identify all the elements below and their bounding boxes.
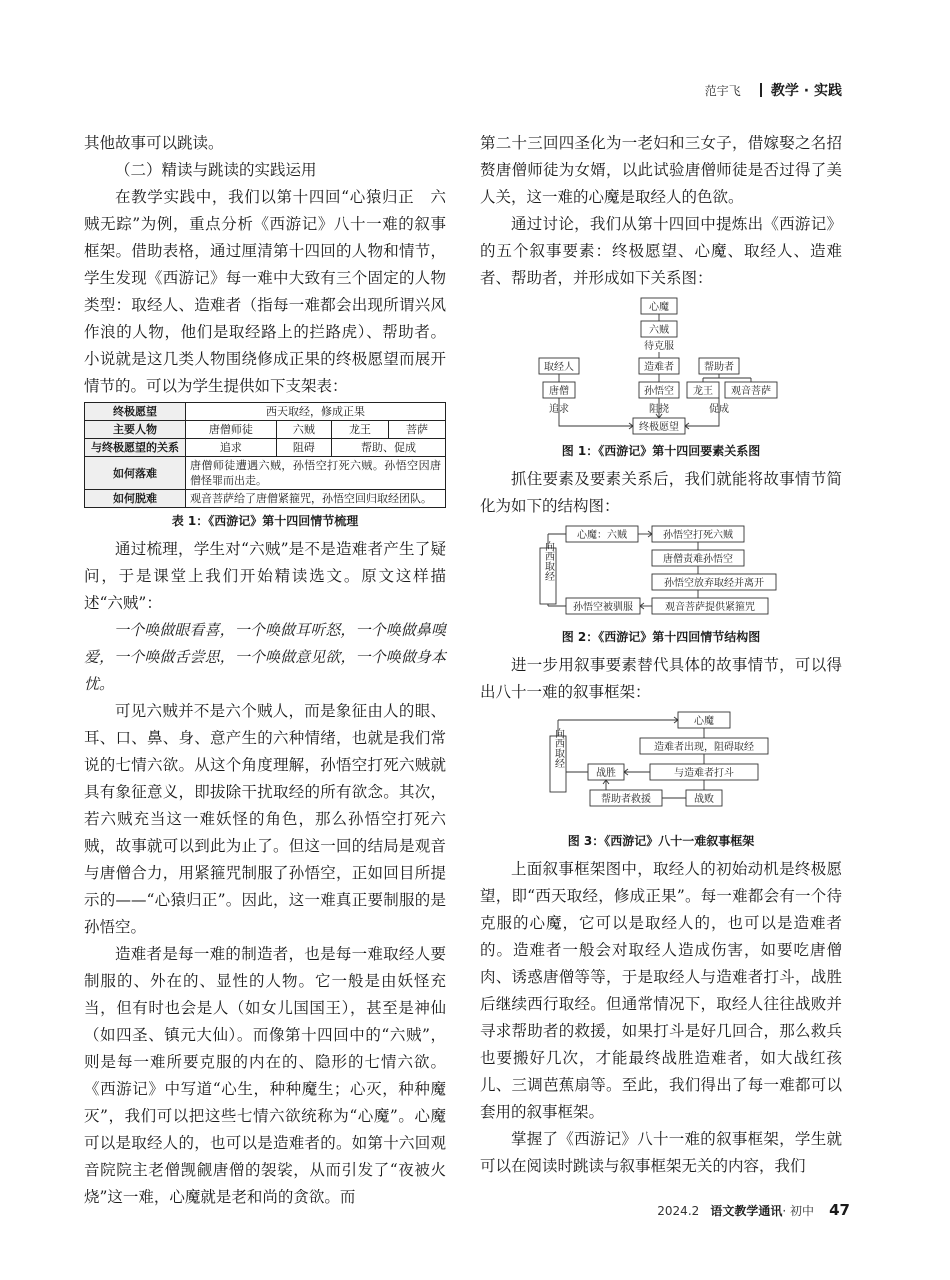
node-side-label: 向西取经 — [542, 541, 554, 581]
label-zunao: 阻挠 — [649, 404, 669, 415]
paragraph: 造难者是每一难的制造者，也是每一难取经人要制服的、外在的、显性的人物。它一般是由妖怪充当，但有时也会是人（如女儿国国王），甚至是神仙（如四圣、镇元大仙）。而像第十四回中的“六贼”，则是每一难所要克服的内在的、隐形的七情六欲。《西游记》中写道“心生，种种魔生；心灭，种种魔灭”，我们可以把这些七情六欲统称为“心魔”。心魔可以是取经人的，也可以是造难者的。如第十六回观音院院主老僧觊觎唐僧的袈裟，从而引发了“夜被火烧”这一难，心魔就是老和尚的贪欲。而 — [84, 945, 446, 1206]
paragraph: 通过讨论，我们从第十四回中提炼出《西游记》的五个叙事要素：终极愿望、心魔、取经人、造难者、帮助者，并形成如下关系图： — [480, 215, 842, 287]
node-longwang-label: 龙王 — [693, 386, 713, 397]
node-b1-label: 心魔：六贼 — [577, 530, 627, 541]
figure-1-relation-diagram — [531, 296, 791, 438]
node-xinmo-label: 心魔 — [649, 302, 669, 313]
table-header-cell: 如何落难 — [85, 457, 186, 490]
table-row — [85, 457, 446, 490]
paragraph: 掌握了《西游记》八十一难的叙事框架，学生就可以在阅读时跳读与叙事框架无关的内容，我们 — [480, 1130, 842, 1175]
table-caption: 表 1：《西游记》第十四回情节梳理 — [171, 514, 359, 528]
paragraph: 可见六贼并不是六个贼人，而是象征由人的眼、耳、口、鼻、身、意产生的六种情绪，也就是我们常说的七情六欲。从这个角度理解，孙悟空打死六贼就具有象征意义，即拔除干扰取经的所有欲念。其次，若六贼充当这一难妖怪的角色，那么孙悟空打死六贼，故事就可以到此为止了。但这一回的结局是观音与唐僧合力，用紧箍咒制服了孙悟空，正如回目所提示的——“心猿归正”。因此，这一难真正要制服的是孙悟空。 — [84, 702, 446, 936]
node-liuzei-label: 六贼 — [649, 325, 669, 336]
node-b4-label: 孙悟空放弃取经并离开 — [664, 578, 764, 589]
table-row — [85, 421, 446, 439]
footer-date: 2024.2 — [657, 1204, 700, 1218]
paragraph: 进一步用叙事要素替代具体的故事情节，可以得出八十一难的叙事框架： — [480, 656, 842, 701]
paragraph: 通过梳理，学生对“六贼”是不是造难者产生了疑问，于是课堂上我们开始精读选文。原文这样描述“六贼”： — [84, 540, 446, 612]
page-number: 47 — [829, 1201, 850, 1219]
node-zhongji-label: 终极愿望 — [639, 422, 679, 433]
figure-1-caption: 图 1：《西游记》第十四回要素关系图 — [561, 444, 761, 458]
node-b5-label: 观音菩萨提供紧箍咒 — [665, 602, 755, 613]
figure-2-plot-structure — [536, 524, 786, 624]
label-cucheng: 促成 — [709, 404, 729, 415]
table-cell: 阻碍 — [276, 439, 331, 457]
figure-2-caption: 图 2：《西游记》第十四回情节结构图 — [561, 630, 761, 644]
left-column — [84, 130, 446, 1211]
figure-3-caption: 图 3：《西游记》八十一难叙事框架 — [567, 834, 755, 848]
block-quote: 一个唤做眼看喜，一个唤做耳听怒，一个唤做鼻嗅爱，一个唤做舌尝思，一个唤做意见欲，一个唤做身本忧。 — [84, 621, 446, 693]
table-cell: 唐僧师徒 — [186, 421, 277, 439]
page-footer — [657, 1200, 850, 1219]
paragraph: 在教学实践中，我们以第十四回“心猿归正 六贼无踪”为例，重点分析《西游记》八十一难的叙事框架。借助表格，通过厘清第十四回的人物和情节，学生发现《西游记》每一难中大致有三个固定的人物类型：取经人、造难者（指每一难都会出现所谓兴风作浪的人物，他们是取经路上的拦路虎）、帮助者。小说就是这几类人物围绕修成正果的终极愿望而展开情节的。可以为学生提供如下支架表： — [84, 188, 446, 395]
node-b2-label: 与造难者打斗 — [674, 768, 734, 779]
table-header-cell: 如何脱难 — [85, 490, 186, 508]
footer-journal: 语文教学通讯 — [710, 1204, 783, 1218]
node-side-label: 向西取经 — [552, 728, 564, 768]
node-bai-label: 战败 — [694, 794, 714, 805]
node-b1-label: 造难者出现，阻碍取经 — [654, 742, 754, 753]
table-cell: 追求 — [186, 439, 277, 457]
label-zhuiqiu: 追求 — [549, 404, 569, 415]
node-qujingren-label: 取经人 — [544, 362, 574, 373]
header-divider — [760, 83, 762, 97]
table-cell: 帮助、促成 — [332, 439, 446, 457]
node-xinmo-label: 心魔 — [694, 716, 714, 727]
arrow-line — [559, 398, 633, 426]
node-zaonanzhe-label: 造难者 — [644, 362, 674, 373]
paragraph: 其他故事可以跳读。 — [84, 134, 224, 152]
table-header-cell: 终极愿望 — [85, 403, 186, 421]
node-shengli-label: 战胜 — [596, 768, 616, 779]
figure-3-narrative-framework — [546, 710, 776, 828]
header-author: 范宇飞 — [704, 84, 741, 98]
paragraph: 上面叙事框架图中，取经人的初始动机是终极愿望，即“西天取经，修成正果”。每一难都会有一个待克服的心魔，它可以是取经人的，也可以是造难者的。造难者一般会对取经人造成伤害，如要吃唐僧肉、诱惑唐僧等等，于是取经人与造难者打斗，战胜后继续西行取经。但通常情况下，取经人往往战败并寻求帮助者的救援，如果打斗是好几回合，那么救兵也要搬好几次，才能最终战胜造难者，如大战红孩儿、三调芭蕉扇等。至此，我们得出了每一难都可以套用的叙事框架。 — [480, 860, 842, 1121]
node-tangseng-label: 唐僧 — [549, 386, 569, 397]
table-cell: 六贼 — [276, 421, 331, 439]
table-row — [85, 439, 446, 457]
node-b3-label: 唐僧责难孙悟空 — [663, 554, 733, 565]
running-header — [705, 80, 842, 100]
table-header-cell: 主要人物 — [85, 421, 186, 439]
table-header-cell: 与终极愿望的关系 — [85, 439, 186, 457]
node-guanyin-label: 观音菩萨 — [731, 386, 771, 397]
table-row — [85, 490, 446, 508]
scaffold-table — [84, 402, 446, 508]
table-cell: 唐僧师徒遭遇六贼，孙悟空打死六贼。孙悟空因唐僧怪罪而出走。 — [186, 457, 446, 490]
table-cell: 菩萨 — [388, 421, 445, 439]
node-b2-label: 孙悟空打死六贼 — [663, 530, 733, 541]
table-cell: 西天取经，修成正果 — [186, 403, 446, 421]
right-column — [480, 130, 842, 1180]
node-bangzhuzhe-label: 帮助者 — [704, 362, 734, 373]
header-column-title: 教学 · 实践 — [770, 83, 842, 99]
section-subheading: （二）精读与跳读的实践运用 — [115, 161, 317, 179]
label-daikefu: 待克服 — [644, 341, 674, 352]
node-sunwukong-label: 孙悟空 — [644, 386, 674, 397]
paragraph: 抓住要素及要素关系后，我们就能将故事情节简化为如下的结构图： — [480, 470, 842, 515]
footer-section: · 初中 — [782, 1204, 815, 1218]
table-cell: 龙王 — [332, 421, 389, 439]
table-row — [85, 403, 446, 421]
node-b3-label: 帮助者救援 — [601, 794, 651, 805]
node-b6-label: 孙悟空被驯服 — [573, 602, 633, 613]
table-cell: 观音菩萨给了唐僧紧箍咒，孙悟空回归取经团队。 — [186, 490, 446, 508]
paragraph: 第二十三回四圣化为一老妇和三女子，借嫁娶之名招赘唐僧师徒为女婿，以此试验唐僧师徒是否过得了美人关，这一难的心魔是取经人的色欲。 — [480, 134, 842, 206]
